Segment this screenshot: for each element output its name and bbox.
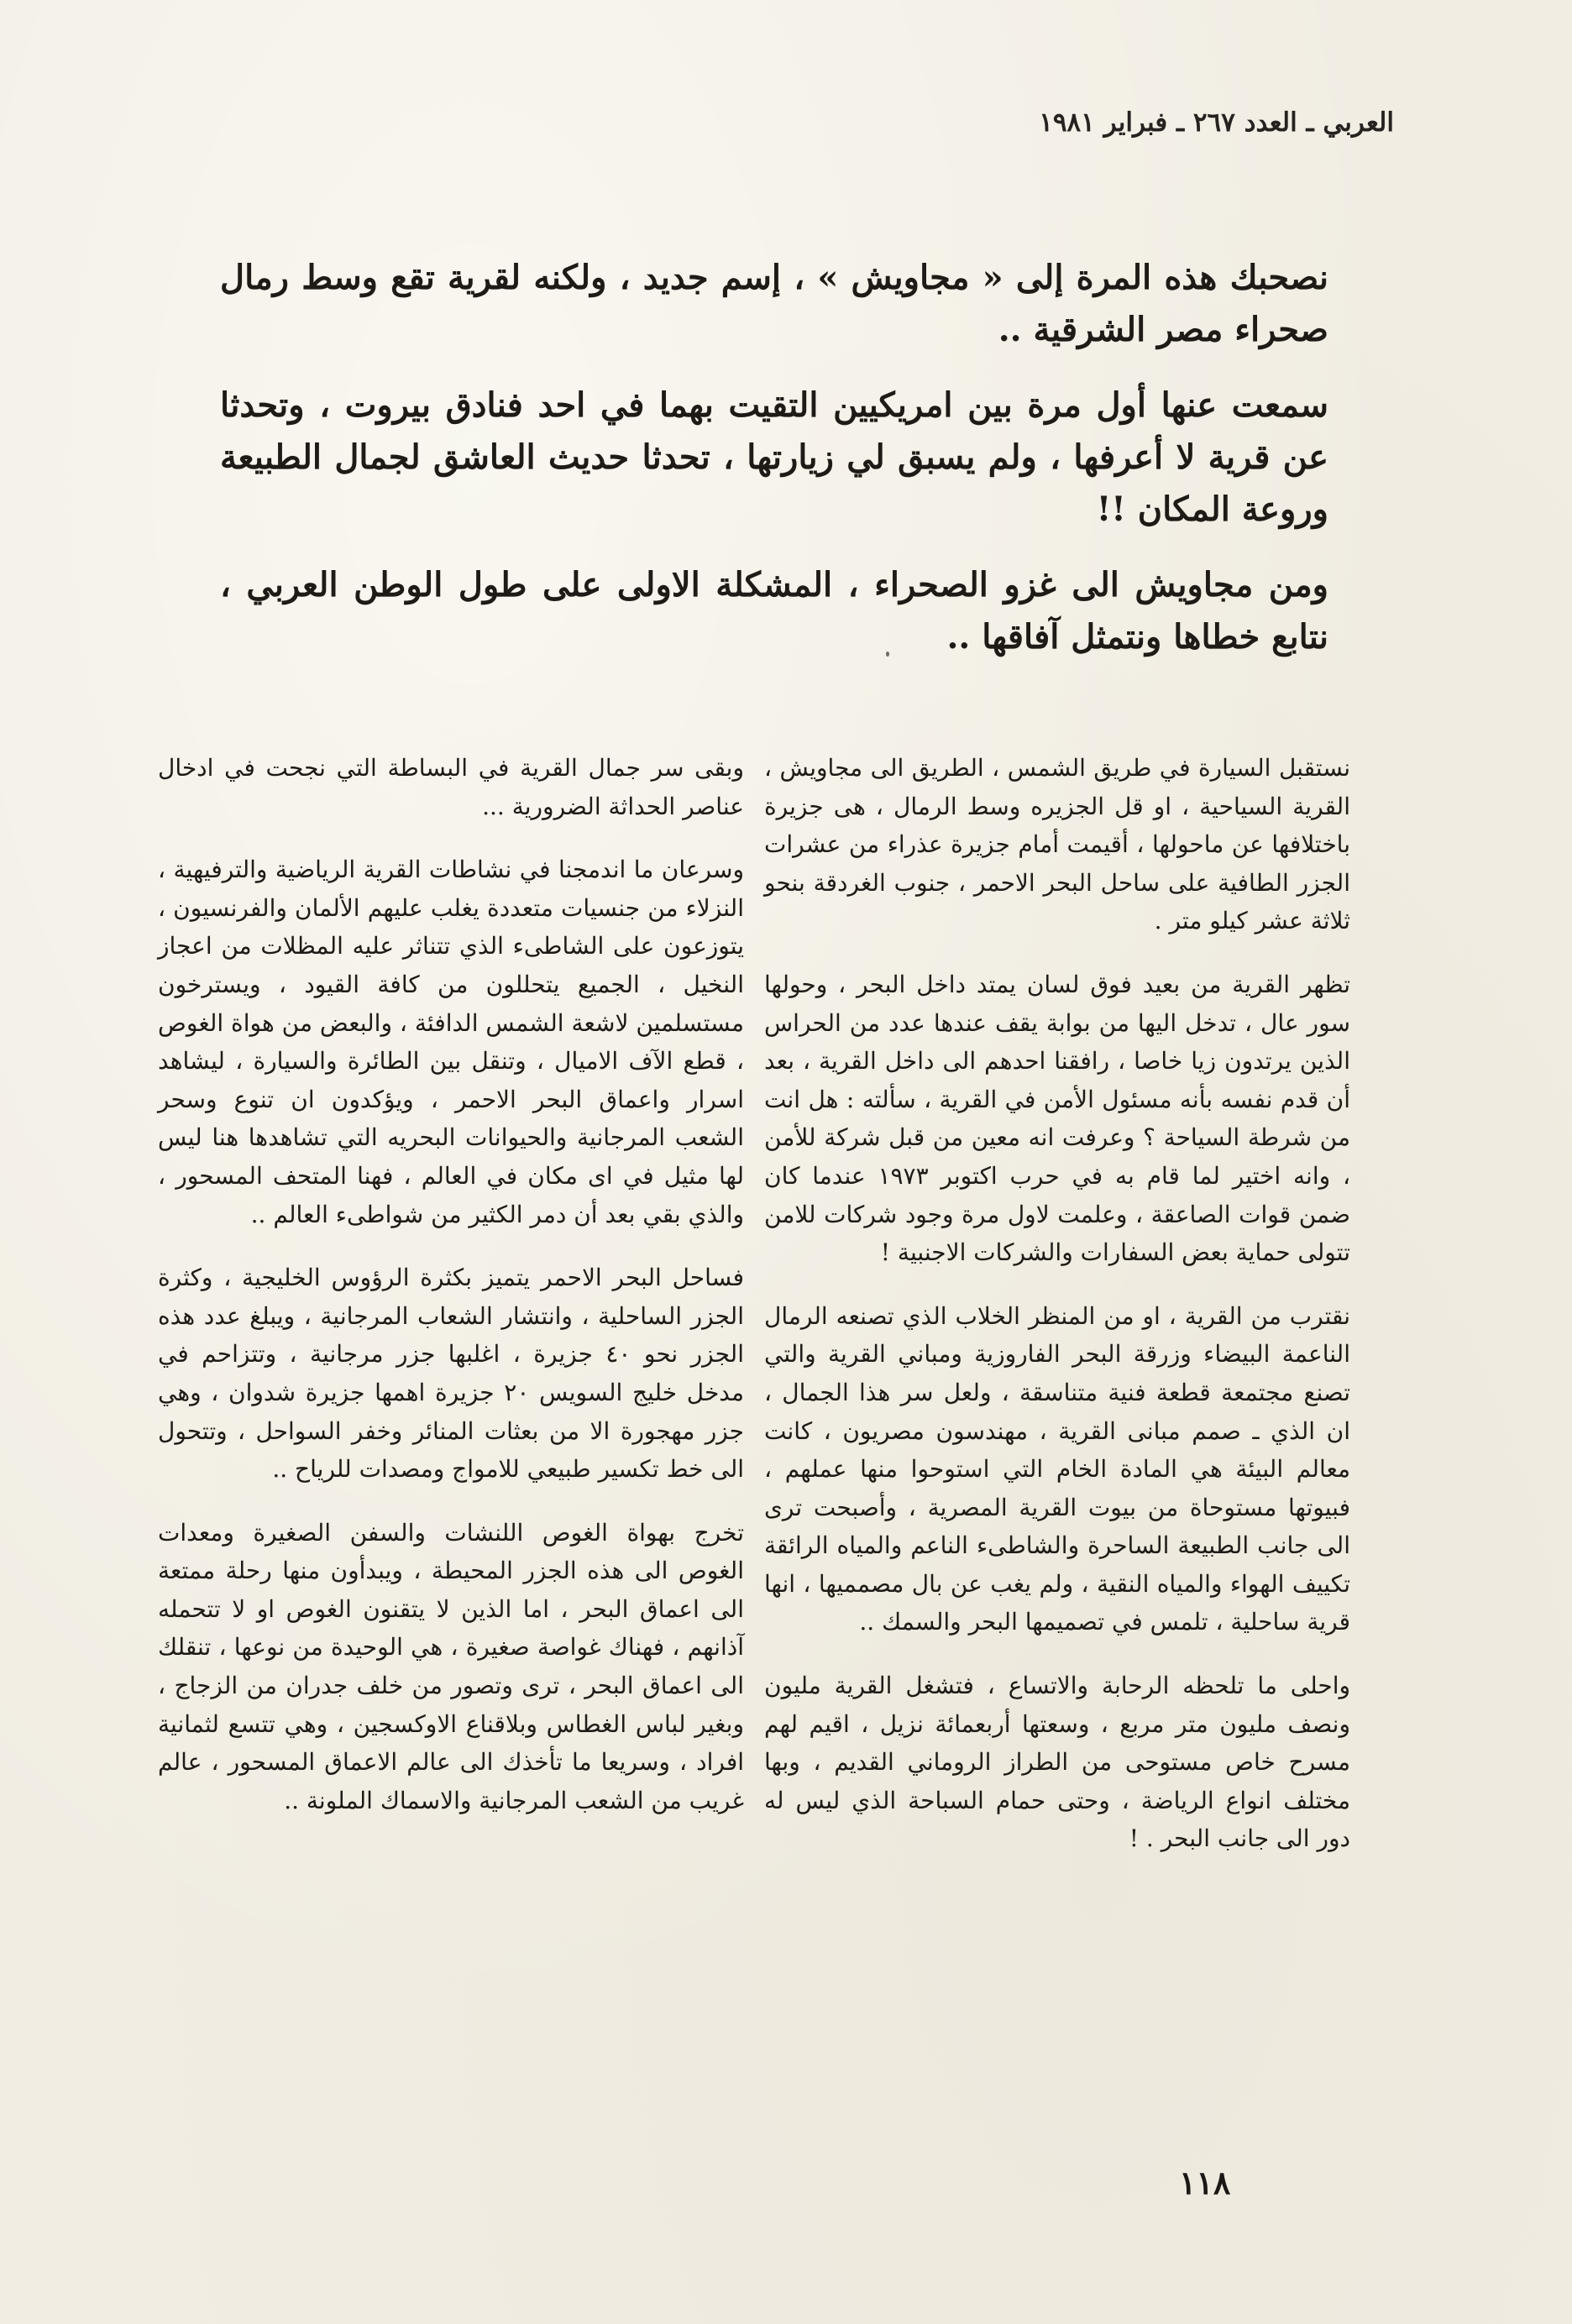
- page-number: ١١٨: [1179, 2164, 1231, 2201]
- intro-paragraph: سمعت عنها أول مرة بين امريكيين التقيت بهما في احد فنادق بيروت ، وتحدثا عن قرية لا أعرفها ، ولم يسبق لي زيارتها ، تحدثا حديث العاشق لجمال الطبيعة وروعة المكان !!: [220, 385, 1328, 529]
- body-paragraph: تظهر القرية من بعيد فوق لسان يمتد داخل البحر ، وحولها سور عال ، تدخل اليها من بوابة يقف عندها عدد من الحراس الذين يرتدون زيا خاصا ، رافقنا احدهم الى داخل القرية ، بعد أن قدم نفسه بأنه مسئول الأمن في القرية ، سألته : هل انت من شرطة السياحة ؟ وعرفت انه معين من قبل شركة للأمن ، وانه اختير لما قام به في حرب اكتوبر ١٩٧٣ عندما كان ضمن قوات الصاعقة ، وعلمت لاول مرة وجود شركات للامن تتولى حماية بعض السفارات والشركات الاجنبية !: [764, 970, 1350, 1267]
- body-paragraph: نقترب من القرية ، او من المنظر الخلاب الذي تصنعه الرمال الناعمة البيضاء وزرقة البحر الفاروزية ومباني القرية والتي تصنع مجتمعة قطعة فنية متناسقة ، ولعل سر هذا الجمال ، ان الذي ـ صمم مبانى القرية ، مهندسون مصريون ، كانت معالم البيئة هي المادة الخام التي استوحوا منها عملهم ، فبيوتها مستوحاة من بيوت القرية المصرية ، وأصبحت ترى الى جانب الطبيعة الساحرة والشاطىء الناعم والمياه الرائقة تكييف الهواء والمياه النقية ، ولم يغب عن بال مصمميها ، انها قرية ساحلية ، تلمس في تصميمها البحر والسمك ..: [764, 1301, 1350, 1636]
- body-paragraph: وسرعان ما اندمجنا في نشاطات القرية الرياضية والترفيهية ، النزلاء من جنسيات متعددة يغلب عليهم الألمان والفرنسيون ، يتوزعون على الشاطىء الذي تتناثر عليه المظلات من اعجاز النخيل ، الجميع يتحللون من كافة القيود ، ويسترخون مستسلمين لاشعة الشمس الدافئة ، والبعض من هواة الغوص ، قطع الآف الاميال ، وتنقل بين الطائرة والسيارة ، ليشاهد اسرار واعماق البحر الاحمر ، ويؤكدون ان تنوع وسحر الشعب المرجانية والحيوانات البحريه التي تشاهدها هنا ليس لها مثيل في اى مكان في العالم ، فهنا المتحف المسحور ، والذي بقي بعد أن دمر الكثير من شواطىء العالم ..: [158, 856, 744, 1228]
- body-paragraph: فساحل البحر الاحمر يتميز بكثرة الرؤوس الخليجية ، وكثرة الجزر الساحلية ، وانتشار الشعاب المرجانية ، ويبلغ عدد هذه الجزر نحو ٤٠ جزيرة ، اغلبها جزر مرجانية ، وتتزاحم في مدخل خليج السويس ٢٠ جزيرة اهمها جزيرة شدوان ، وهي جزر مهجورة الا من بعثات المنائر وخفر السواحل ، وتتحول الى خط تكسير طبيعي للامواج ومصدات للرياح ..: [158, 1264, 744, 1484]
- print-speck: [886, 652, 889, 657]
- body-paragraph: وبقى سر جمال القرية في البساطة التي نجحت في ادخال عناصر الحداثة الضرورية ...: [158, 754, 745, 820]
- right-column: [764, 749, 1350, 1883]
- intro-paragraphs: [220, 252, 1328, 687]
- intro-paragraph: ومن مجاويش الى غزو الصحراء ، المشكلة الاولى على طول الوطن العربي ، نتابع خطاها ونتمثل آفاقها ..: [220, 565, 1328, 657]
- body-paragraph: واحلى ما تلحظه الرحابة والاتساع ، فتشغل القرية مليون ونصف مليون متر مربع ، وسعتها أربعمائة نزيل ، اقيم لهم مسرح خاص مستوحى من الطراز الروماني القديم ، وبها مختلف انواع الرياضة ، وحتى حمام السباحة الذي ليس له دور الى جانب البحر . !: [764, 1672, 1350, 1853]
- body-paragraph: نستقبل السيارة في طريق الشمس ، الطريق الى مجاويش ، القرية السياحية ، او قل الجزيره وسط الرمال ، هى جزيرة باختلافها عن ماحولها ، أقيمت أمام جزيرة عذراء من عشرات الجزر الطافية على ساحل البحر الاحمر ، جنوب الغردقة بنحو ثلاثة عشر كيلو متر .: [764, 754, 1350, 935]
- intro-paragraph: نصحبك هذه المرة إلى « مجاويش » ، إسم جديد ، ولكنه لقرية تقع وسط رمال صحراء مصر الشرقية ..: [220, 258, 1328, 349]
- left-column: [158, 749, 744, 1845]
- body-paragraph: تخرج بهواة الغوص اللنشات والسفن الصغيرة ومعدات الغوص الى هذه الجزر المحيطة ، ويبدأون منها رحلة ممتعة الى اعماق البحر ، اما الذين لا يتقنون الغوص او لا تتحمله آذانهم ، فهناك غواصة صغيرة ، هي الوحيدة من نوعها ، تنقلك الى اعماق البحر ، ترى وتصور من خلف جدران من الزجاج ، وبغير لباس الغطاس وبلاقناع الاوكسجين ، وهي تتسع لثمانية افراد ، وسريعا ما تأخذك الى عالم الاعماق المسحور ، عالم غريب من الشعب المرجانية والاسماك الملونة ..: [158, 1518, 744, 1814]
- running-header: العربي ـ العدد ٢٦٧ ـ فبراير ١٩٨١: [1039, 107, 1394, 138]
